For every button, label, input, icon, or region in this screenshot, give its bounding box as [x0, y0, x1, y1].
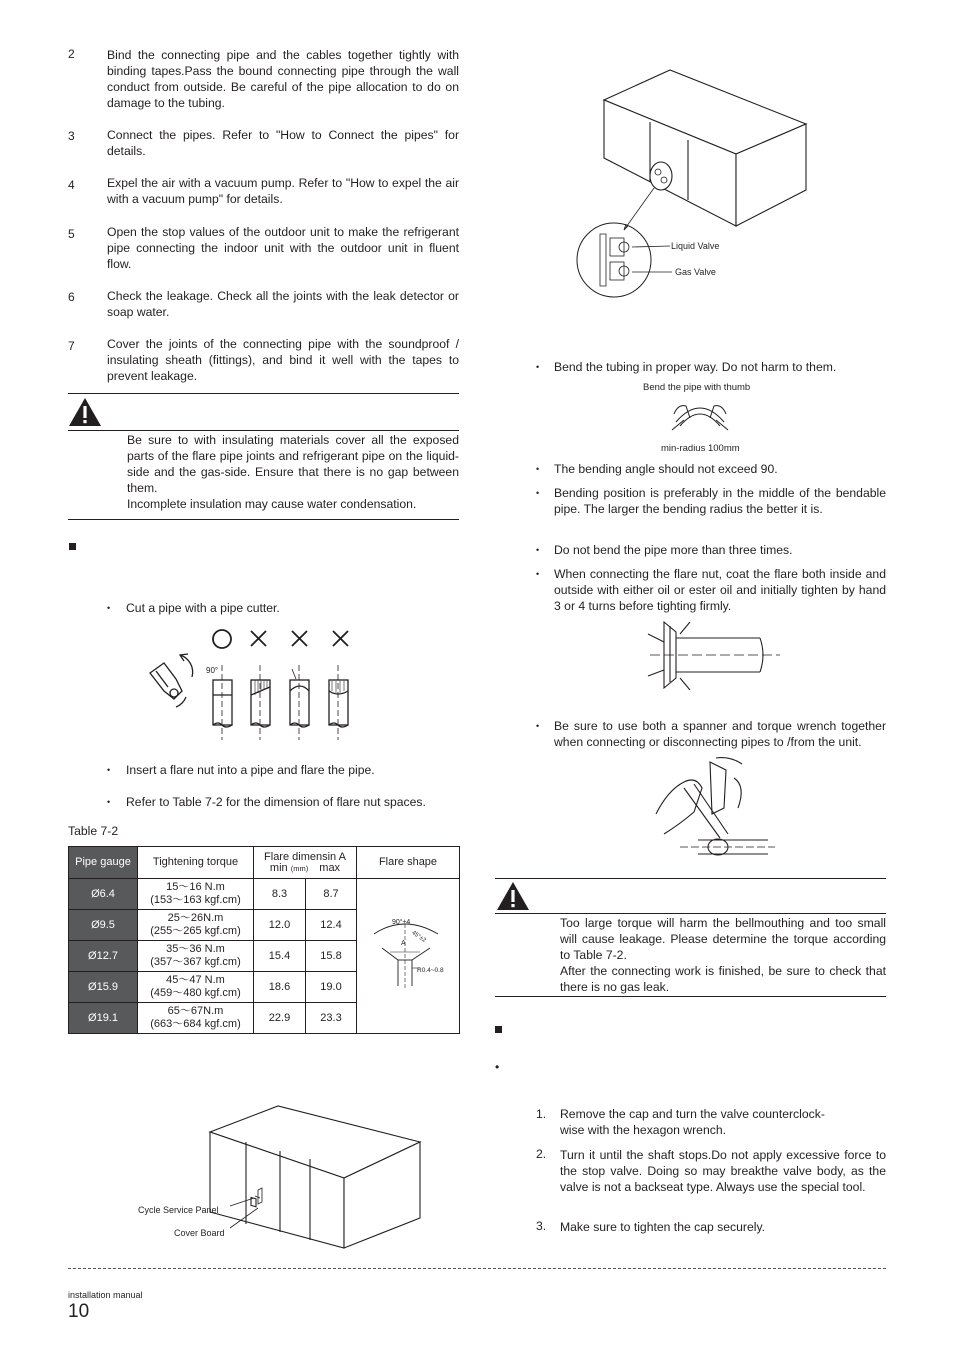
step-number: 7 [68, 339, 75, 353]
footer-rule [68, 1268, 886, 1269]
bullet-text: Do not bend the pipe more than three times. [554, 543, 793, 557]
step-text: Open the stop values of the outdoor unit to make the refrigerant pipe connecting the indoor unit with the outdoor unit in fluent flow. [107, 225, 459, 271]
footer-label: installation manual [68, 1290, 143, 1300]
flare-shape-figure [362, 912, 452, 992]
svg-text:Cycle Service Panel: Cycle Service Panel [138, 1205, 219, 1215]
bullet: • [107, 797, 111, 807]
figure-label: min-radius 100mm [661, 443, 740, 454]
step-text: Bind the connecting pipe and the cables together tightly with binding tapes.Pass the bound connecting pipe through the wall conduct from outside. Be careful of the pipe allocation to do on damage to the tubing. [107, 48, 459, 110]
bullet: • [536, 464, 540, 474]
page-number: 10 [68, 1301, 90, 1322]
bullet: • [536, 488, 540, 498]
step-text: Cover the joints of the connecting pipe with the soundproof / insulating sheath (fittings), and bind it well with the tapes to prevent leakage. [107, 337, 459, 383]
bullet: • [536, 545, 540, 555]
step-number: 5 [68, 227, 75, 241]
bullet-text: The bending angle should not exceed 90. [554, 462, 778, 476]
bend-pipe-figure [670, 396, 730, 436]
table-row: Ø6.4 15～16 N.m (153～163 kgf.cm) 8.3 8.7 [69, 879, 460, 910]
caution-mid-rule [495, 913, 886, 914]
pipe-cutting-figure [140, 625, 360, 740]
bullet-text: Be sure to use both a spanner and torque wrench together when connecting or disconnecting pipes to /from the unit. [554, 719, 886, 749]
bullet: • [536, 362, 540, 372]
svg-text:Cover Board: Cover Board [174, 1228, 225, 1238]
bullet-text: When connecting the flare nut, coat the flare both inside and outside with either oil or ester oil and initially tighten by hand 3 or 4 turns before tighting firmly. [554, 567, 886, 613]
caution-text: Be sure to with insulating materials cover all the exposed parts of the flare pipe joints and refrigerant pipe on the liquid-side and the gas-side. Ensure that there is no gap between them. [127, 433, 459, 495]
section-marker [69, 543, 76, 550]
flare-nut-figure [640, 616, 790, 696]
caution-top-rule [68, 393, 459, 394]
table-row: Ø9.5 25～26N.m (255～265 kgf.cm) 12.0 12.4 [69, 910, 460, 941]
step-text: Make sure to tighten the cap securely. [560, 1220, 766, 1234]
svg-text:A: A [401, 940, 406, 947]
step-number: 3. [536, 1219, 547, 1233]
svg-text:Gas Valve: Gas Valve [675, 267, 716, 277]
bullet-text: Bending position is preferably in the middle of the bendable pipe. The larger the bending radius the better it is. [554, 486, 886, 516]
header-shape: Flare shape [357, 847, 460, 879]
section-marker [495, 1026, 502, 1033]
header-flare-dim: Flare dimensin A min (mm) max [254, 847, 357, 879]
caution-top-rule [495, 878, 886, 879]
warning-icon [496, 881, 530, 911]
step-number: 6 [68, 290, 75, 304]
step-number: 3 [68, 129, 75, 143]
bullet: • [107, 765, 111, 775]
step-number: 2. [536, 1147, 547, 1161]
step-text: Connect the pipes. Refer to "How to Connect the pipes" for details. [107, 128, 459, 158]
svg-text:R0.4~0.8: R0.4~0.8 [417, 967, 444, 974]
table-row: Ø12.7 35～36 N.m (357～367 kgf.cm) 15.4 15.8 [69, 941, 460, 972]
outdoor-unit-valves-figure [570, 66, 810, 296]
bullet: • [107, 603, 111, 613]
bullet-text: Insert a flare nut into a pipe and flare the pipe. [126, 763, 375, 777]
step-text: Remove the cap and turn the valve counterclock-wise with the hexagon wrench. [560, 1107, 825, 1137]
caution-bottom-rule [495, 996, 886, 997]
table-row: Ø19.1 65～67N.m (663～684 kgf.cm) 22.9 23.3 [69, 1003, 460, 1034]
bullet: • [536, 569, 540, 579]
svg-text:90°±4: 90°±4 [392, 919, 411, 926]
bullet-text: Refer to Table 7-2 for the dimension of flare nut spaces. [126, 795, 426, 809]
step-text: Check the leakage. Check all the joints with the leak detector or soap water. [107, 289, 459, 319]
caution-text: Too large torque will harm the bellmouthing and too small will cause leakage. Please determine the torque according to Table 7-2. [560, 916, 886, 962]
figure-label: Bend the pipe with thumb [643, 382, 751, 393]
step-text: Turn it until the shaft stops.Do not apply excessive force to the stop valve. Doing so may breakthe valve body, as the valve is not a backseat type. Always use the special tool. [560, 1148, 886, 1194]
table-caption: Table 7-2 [68, 824, 119, 838]
step-text: Expel the air with a vacuum pump. Refer to "How to expel the air with a vacuum pump" for details. [107, 176, 459, 206]
bullet: • [495, 1060, 500, 1074]
caution-text: Incomplete insulation may cause water condensation. [127, 497, 417, 511]
step-number: 1. [536, 1107, 547, 1121]
caution-mid-rule [68, 430, 459, 431]
warning-icon [68, 397, 102, 427]
svg-text:Liquid Valve: Liquid Valve [671, 241, 720, 251]
step-number: 2 [68, 47, 75, 61]
header-gauge: Pipe gauge [69, 847, 138, 879]
outdoor-unit-figure [130, 1100, 430, 1245]
header-torque: Tightening torque [138, 847, 254, 879]
bullet: • [536, 721, 540, 731]
svg-text:45°±2: 45°±2 [410, 930, 427, 944]
step-number: 4 [68, 178, 75, 192]
caution-text: After the connecting work is finished, be sure to check that there is no gas leak. [560, 964, 886, 994]
bullet-text: Bend the tubing in proper way. Do not harm to them. [554, 360, 837, 374]
bullet-text: Cut a pipe with a pipe cutter. [126, 601, 280, 615]
spanner-torque-wrench-figure [650, 758, 780, 866]
caution-bottom-rule [68, 519, 459, 520]
table-row: Ø15.9 45～47 N.m (459～480 kgf.cm) 18.6 19.0 [69, 972, 460, 1003]
angle-label: 90° [206, 666, 219, 675]
